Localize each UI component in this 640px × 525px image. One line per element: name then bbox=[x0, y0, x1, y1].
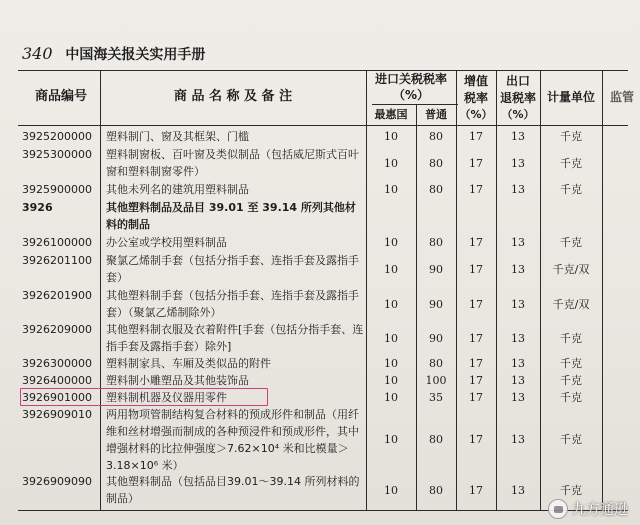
table-row bbox=[22, 252, 640, 286]
mfn-rate: 10 bbox=[384, 374, 398, 387]
mfn-rate: 10 bbox=[384, 433, 398, 446]
export-rebate: 13 bbox=[511, 262, 525, 276]
hs-code: 3926901000 bbox=[22, 391, 92, 404]
mfn-rate: 10 bbox=[384, 297, 398, 311]
table-row bbox=[22, 406, 640, 473]
general-rate: 80 bbox=[429, 156, 443, 170]
measure-unit: 千克 bbox=[560, 331, 582, 345]
goods-description: 其他塑料制品及品目 39.01 至 39.14 所列其他材料的制品 bbox=[106, 201, 356, 231]
measure-unit: 千克 bbox=[560, 483, 582, 497]
page-number: 340 bbox=[22, 44, 53, 63]
mfn-rate: 10 bbox=[384, 331, 398, 345]
measure-unit: 千克 bbox=[560, 433, 582, 446]
watermark bbox=[548, 499, 628, 519]
hs-code: 3926209000 bbox=[22, 323, 92, 336]
goods-description: 塑料制家具、车厢及类似品的附件 bbox=[106, 357, 271, 370]
mfn-rate: 10 bbox=[384, 156, 398, 170]
export-rebate: 13 bbox=[511, 433, 525, 446]
measure-unit: 千克/双 bbox=[552, 262, 590, 276]
mfn-rate: 10 bbox=[384, 391, 398, 404]
watermark-text: 九方通逊 bbox=[572, 502, 628, 518]
hs-code: 3925900000 bbox=[22, 183, 92, 196]
header-export-2: 退税率 bbox=[499, 91, 536, 105]
general-rate: 80 bbox=[429, 433, 443, 446]
goods-description: 塑料制小雕塑品及其他装饰品 bbox=[106, 374, 249, 387]
book-title: 中国海关报关实用手册 bbox=[65, 47, 206, 63]
export-rebate: 13 bbox=[511, 236, 525, 249]
table-row bbox=[22, 321, 640, 355]
goods-description: 塑料制机器及仪器用零件 bbox=[106, 391, 227, 404]
mfn-rate: 10 bbox=[384, 483, 398, 497]
goods-description: 塑料制门、窗及其框架、门槛 bbox=[106, 130, 249, 143]
goods-description: 其他塑料制手套（包括分指手套、连指手套及露指手套）（聚氯乙烯制除外） bbox=[106, 289, 359, 319]
header-export-3: （%） bbox=[501, 108, 535, 121]
export-rebate: 13 bbox=[511, 331, 525, 345]
table-row bbox=[22, 372, 640, 389]
general-rate: 80 bbox=[429, 236, 443, 249]
measure-unit: 千克 bbox=[560, 236, 582, 249]
vat-rate: 17 bbox=[469, 297, 483, 311]
general-rate: 35 bbox=[429, 391, 443, 404]
header-vat-1: 增值 bbox=[463, 74, 488, 88]
measure-unit: 千克 bbox=[560, 374, 582, 387]
export-rebate: 13 bbox=[511, 183, 525, 196]
vat-rate: 17 bbox=[469, 262, 483, 276]
header-mfn: 最惠国 bbox=[374, 108, 408, 121]
export-rebate: 13 bbox=[511, 391, 525, 404]
hs-code: 3926 bbox=[22, 201, 53, 214]
vat-rate: 17 bbox=[469, 156, 483, 170]
general-rate: 90 bbox=[429, 262, 443, 276]
hs-code: 3926201900 bbox=[22, 289, 92, 302]
measure-unit: 千克/双 bbox=[552, 297, 590, 311]
table-row bbox=[22, 181, 640, 198]
vat-rate: 17 bbox=[469, 391, 483, 404]
table-row bbox=[22, 146, 640, 180]
measure-unit: 千克 bbox=[560, 183, 582, 196]
vat-rate: 17 bbox=[469, 183, 483, 196]
table-bottom-rule bbox=[18, 510, 628, 511]
wechat-logo-icon bbox=[548, 499, 568, 519]
hs-code: 3926100000 bbox=[22, 236, 92, 249]
mfn-rate: 10 bbox=[384, 183, 398, 196]
export-rebate: 13 bbox=[511, 130, 525, 143]
general-rate: 80 bbox=[429, 357, 443, 370]
mfn-rate: 10 bbox=[384, 130, 398, 143]
goods-description: 其他塑料制衣服及衣着附件[手套（包括分指手套、连指手套及露指手套）除外] bbox=[106, 323, 364, 353]
table-row bbox=[22, 128, 640, 145]
general-rate: 90 bbox=[429, 331, 443, 345]
measure-unit: 千克 bbox=[560, 357, 582, 370]
hs-code: 3926300000 bbox=[22, 357, 92, 370]
vat-rate: 17 bbox=[469, 357, 483, 370]
general-rate: 80 bbox=[429, 130, 443, 143]
mfn-rate: 10 bbox=[384, 357, 398, 370]
header-bottom-rule bbox=[18, 125, 628, 126]
vat-rate: 17 bbox=[469, 483, 483, 497]
export-rebate: 13 bbox=[511, 374, 525, 387]
header-partial-column: 监管 bbox=[609, 90, 634, 104]
header-unit: 计量单位 bbox=[546, 90, 595, 104]
general-rate: 100 bbox=[425, 374, 447, 387]
goods-description: 其他未列名的建筑用塑料制品 bbox=[106, 183, 249, 196]
measure-unit: 千克 bbox=[560, 156, 582, 170]
hs-code: 3926201100 bbox=[22, 254, 92, 267]
header-import-rate: 进口关税税率 bbox=[374, 72, 447, 86]
header-code: 商品编号 bbox=[34, 89, 87, 104]
vat-rate: 17 bbox=[469, 331, 483, 345]
hs-code: 3926909010 bbox=[22, 408, 92, 421]
goods-description: 塑料制窗板、百叶窗及类似制品（包括威尼斯式百叶窗和塑料制窗零件） bbox=[106, 148, 359, 178]
goods-description: 聚氯乙烯制手套（包括分指手套、连指手套及露指手套） bbox=[106, 254, 359, 284]
hs-code: 3926909090 bbox=[22, 475, 92, 488]
vat-rate: 17 bbox=[469, 374, 483, 387]
header-import-unit: （%） bbox=[392, 88, 430, 102]
measure-unit: 千克 bbox=[560, 130, 582, 143]
header-general: 普通 bbox=[425, 108, 447, 121]
table-row bbox=[22, 287, 640, 321]
table-row bbox=[22, 234, 640, 251]
header-vat-2: 税率 bbox=[463, 91, 488, 105]
general-rate: 80 bbox=[429, 483, 443, 497]
import-subheader-rule bbox=[372, 104, 458, 105]
header-export-1: 出口 bbox=[505, 74, 530, 88]
table-row bbox=[22, 355, 640, 372]
goods-description: 两用物项管制结构复合材料的预成形件和制品（用纤维和丝材增强而制成的各种预浸件和预成形件，其中增强材料的比拉伸强度＞7.62×10⁴ 米和比模量＞3.18×10⁶ 米） bbox=[106, 408, 359, 472]
header-vat-3: （%） bbox=[459, 108, 493, 121]
goods-description: 其他塑料制品（包括品目39.01～39.14 所列材料的制品） bbox=[106, 475, 360, 505]
export-rebate: 13 bbox=[511, 297, 525, 311]
vat-rate: 17 bbox=[469, 236, 483, 249]
table-top-rule bbox=[18, 70, 628, 71]
hs-code: 3926400000 bbox=[22, 374, 92, 387]
hs-code: 3925300000 bbox=[22, 148, 92, 161]
measure-unit: 千克 bbox=[560, 391, 582, 404]
hs-code: 3925200000 bbox=[22, 130, 92, 143]
highlight-box bbox=[20, 388, 268, 406]
header-name: 商 品 名 称 及 备 注 bbox=[173, 89, 293, 104]
general-rate: 80 bbox=[429, 183, 443, 196]
vat-rate: 17 bbox=[469, 433, 483, 446]
export-rebate: 13 bbox=[511, 357, 525, 370]
export-rebate: 13 bbox=[511, 483, 525, 497]
general-rate: 90 bbox=[429, 297, 443, 311]
mfn-rate: 10 bbox=[384, 262, 398, 276]
mfn-rate: 10 bbox=[384, 236, 398, 249]
export-rebate: 13 bbox=[511, 156, 525, 170]
table-row bbox=[22, 199, 640, 233]
goods-description: 办公室或学校用塑料制品 bbox=[106, 236, 227, 249]
vat-rate: 17 bbox=[469, 130, 483, 143]
page-header bbox=[22, 44, 205, 64]
